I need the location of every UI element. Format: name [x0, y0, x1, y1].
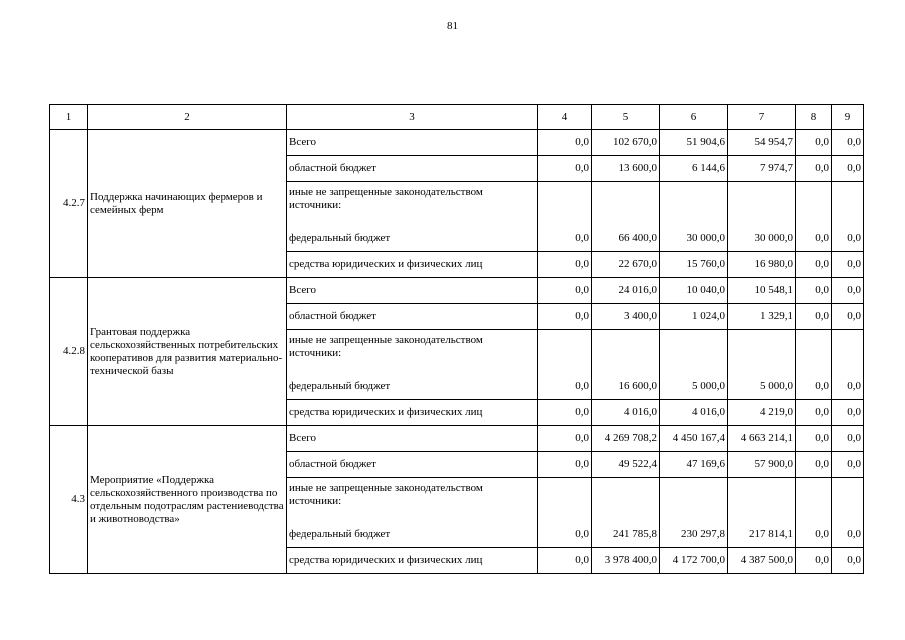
- value-cell: [660, 182, 728, 227]
- value-cell: 0,0: [538, 278, 592, 304]
- value-cell: 13 600,0: [592, 156, 660, 182]
- value-cell: [796, 182, 832, 227]
- funding-source: федеральный бюджет: [287, 374, 538, 400]
- value-cell: [728, 182, 796, 227]
- value-cell: 16 980,0: [728, 252, 796, 278]
- value-cell: 0,0: [538, 156, 592, 182]
- value-cell: [728, 330, 796, 375]
- value-cell: 4 016,0: [592, 400, 660, 426]
- value-cell: 0,0: [796, 130, 832, 156]
- funding-source: Всего: [287, 278, 538, 304]
- value-cell: 3 978 400,0: [592, 548, 660, 574]
- value-cell: 0,0: [832, 400, 864, 426]
- value-cell: 30 000,0: [728, 226, 796, 252]
- value-cell: 4 387 500,0: [728, 548, 796, 574]
- value-cell: 0,0: [832, 252, 864, 278]
- value-cell: 30 000,0: [660, 226, 728, 252]
- value-cell: [538, 182, 592, 227]
- value-cell: 3 400,0: [592, 304, 660, 330]
- value-cell: [660, 478, 728, 523]
- value-cell: 57 900,0: [728, 452, 796, 478]
- value-cell: 0,0: [538, 374, 592, 400]
- value-cell: 4 450 167,4: [660, 426, 728, 452]
- value-cell: 66 400,0: [592, 226, 660, 252]
- value-cell: 4 219,0: [728, 400, 796, 426]
- value-cell: 4 663 214,1: [728, 426, 796, 452]
- value-cell: 217 814,1: [728, 522, 796, 548]
- value-cell: [592, 330, 660, 375]
- value-cell: 0,0: [796, 374, 832, 400]
- value-cell: 0,0: [796, 400, 832, 426]
- item-code: 4.2.7: [50, 130, 88, 278]
- value-cell: 0,0: [796, 226, 832, 252]
- funding-source: федеральный бюджет: [287, 226, 538, 252]
- value-cell: [660, 330, 728, 375]
- value-cell: 22 670,0: [592, 252, 660, 278]
- funding-source: Всего: [287, 426, 538, 452]
- value-cell: 0,0: [796, 452, 832, 478]
- value-cell: 4 269 708,2: [592, 426, 660, 452]
- header-cell: 8: [796, 105, 832, 130]
- value-cell: 7 974,7: [728, 156, 796, 182]
- value-cell: 47 169,6: [660, 452, 728, 478]
- value-cell: 0,0: [538, 452, 592, 478]
- value-cell: [832, 182, 864, 227]
- header-cell: 6: [660, 105, 728, 130]
- value-cell: 6 144,6: [660, 156, 728, 182]
- value-cell: 0,0: [832, 304, 864, 330]
- item-name: Грантовая поддержка сельскохозяйственных потребительских кооперативов для развития материально-технической базы: [88, 278, 287, 426]
- funding-source: федеральный бюджет: [287, 522, 538, 548]
- value-cell: 16 600,0: [592, 374, 660, 400]
- value-cell: 0,0: [538, 522, 592, 548]
- value-cell: [832, 330, 864, 375]
- item-name: Поддержка начинающих фермеров и семейных ферм: [88, 130, 287, 278]
- value-cell: 230 297,8: [660, 522, 728, 548]
- funding-source: средства юридических и физических лиц: [287, 252, 538, 278]
- table-row: [50, 426, 864, 452]
- item-name: Мероприятие «Поддержка сельскохозяйственного производства по отдельным подотраслям растениеводства и животноводства»: [88, 426, 287, 574]
- value-cell: 0,0: [832, 522, 864, 548]
- value-cell: 24 016,0: [592, 278, 660, 304]
- value-cell: 0,0: [538, 252, 592, 278]
- header-cell: 2: [88, 105, 287, 130]
- item-code: 4.2.8: [50, 278, 88, 426]
- table-body: [50, 130, 864, 574]
- value-cell: 102 670,0: [592, 130, 660, 156]
- value-cell: [538, 330, 592, 375]
- header-cell: 4: [538, 105, 592, 130]
- value-cell: 4 172 700,0: [660, 548, 728, 574]
- value-cell: 10 040,0: [660, 278, 728, 304]
- funding-source: иные не запрещенные законодательством источники:: [287, 182, 538, 227]
- value-cell: 0,0: [796, 252, 832, 278]
- value-cell: 0,0: [538, 426, 592, 452]
- value-cell: [796, 330, 832, 375]
- header-cell: 9: [832, 105, 864, 130]
- item-code: 4.3: [50, 426, 88, 574]
- value-cell: 0,0: [832, 278, 864, 304]
- value-cell: 0,0: [538, 130, 592, 156]
- value-cell: [592, 182, 660, 227]
- funding-source: областной бюджет: [287, 156, 538, 182]
- value-cell: 0,0: [538, 304, 592, 330]
- table-row: [50, 278, 864, 304]
- value-cell: 241 785,8: [592, 522, 660, 548]
- value-cell: 10 548,1: [728, 278, 796, 304]
- value-cell: 0,0: [796, 426, 832, 452]
- value-cell: 49 522,4: [592, 452, 660, 478]
- value-cell: 0,0: [796, 278, 832, 304]
- funding-source: иные не запрещенные законодательством источники:: [287, 478, 538, 523]
- value-cell: 1 329,1: [728, 304, 796, 330]
- value-cell: [728, 478, 796, 523]
- value-cell: [538, 478, 592, 523]
- value-cell: 54 954,7: [728, 130, 796, 156]
- funding-source: областной бюджет: [287, 304, 538, 330]
- value-cell: 0,0: [796, 304, 832, 330]
- value-cell: 0,0: [796, 156, 832, 182]
- page-number: 81: [447, 20, 458, 32]
- value-cell: 0,0: [832, 548, 864, 574]
- table-row: [50, 130, 864, 156]
- value-cell: 0,0: [796, 548, 832, 574]
- header-cell: 1: [50, 105, 88, 130]
- value-cell: 0,0: [796, 522, 832, 548]
- funding-source: средства юридических и физических лиц: [287, 400, 538, 426]
- value-cell: 0,0: [538, 400, 592, 426]
- value-cell: [592, 478, 660, 523]
- value-cell: 0,0: [832, 374, 864, 400]
- header-cell: 3: [287, 105, 538, 130]
- value-cell: 0,0: [832, 130, 864, 156]
- funding-source: Всего: [287, 130, 538, 156]
- funding-source: областной бюджет: [287, 452, 538, 478]
- value-cell: 51 904,6: [660, 130, 728, 156]
- value-cell: [796, 478, 832, 523]
- header-cell: 7: [728, 105, 796, 130]
- value-cell: 1 024,0: [660, 304, 728, 330]
- header-row: [50, 105, 864, 130]
- value-cell: 5 000,0: [660, 374, 728, 400]
- budget-table: [49, 104, 864, 574]
- value-cell: 0,0: [832, 156, 864, 182]
- value-cell: 15 760,0: [660, 252, 728, 278]
- funding-source: иные не запрещенные законодательством источники:: [287, 330, 538, 375]
- value-cell: 0,0: [538, 548, 592, 574]
- header-cell: 5: [592, 105, 660, 130]
- funding-source: средства юридических и физических лиц: [287, 548, 538, 574]
- value-cell: 4 016,0: [660, 400, 728, 426]
- value-cell: 0,0: [832, 452, 864, 478]
- value-cell: 0,0: [538, 226, 592, 252]
- value-cell: 0,0: [832, 426, 864, 452]
- value-cell: [832, 478, 864, 523]
- value-cell: 5 000,0: [728, 374, 796, 400]
- value-cell: 0,0: [832, 226, 864, 252]
